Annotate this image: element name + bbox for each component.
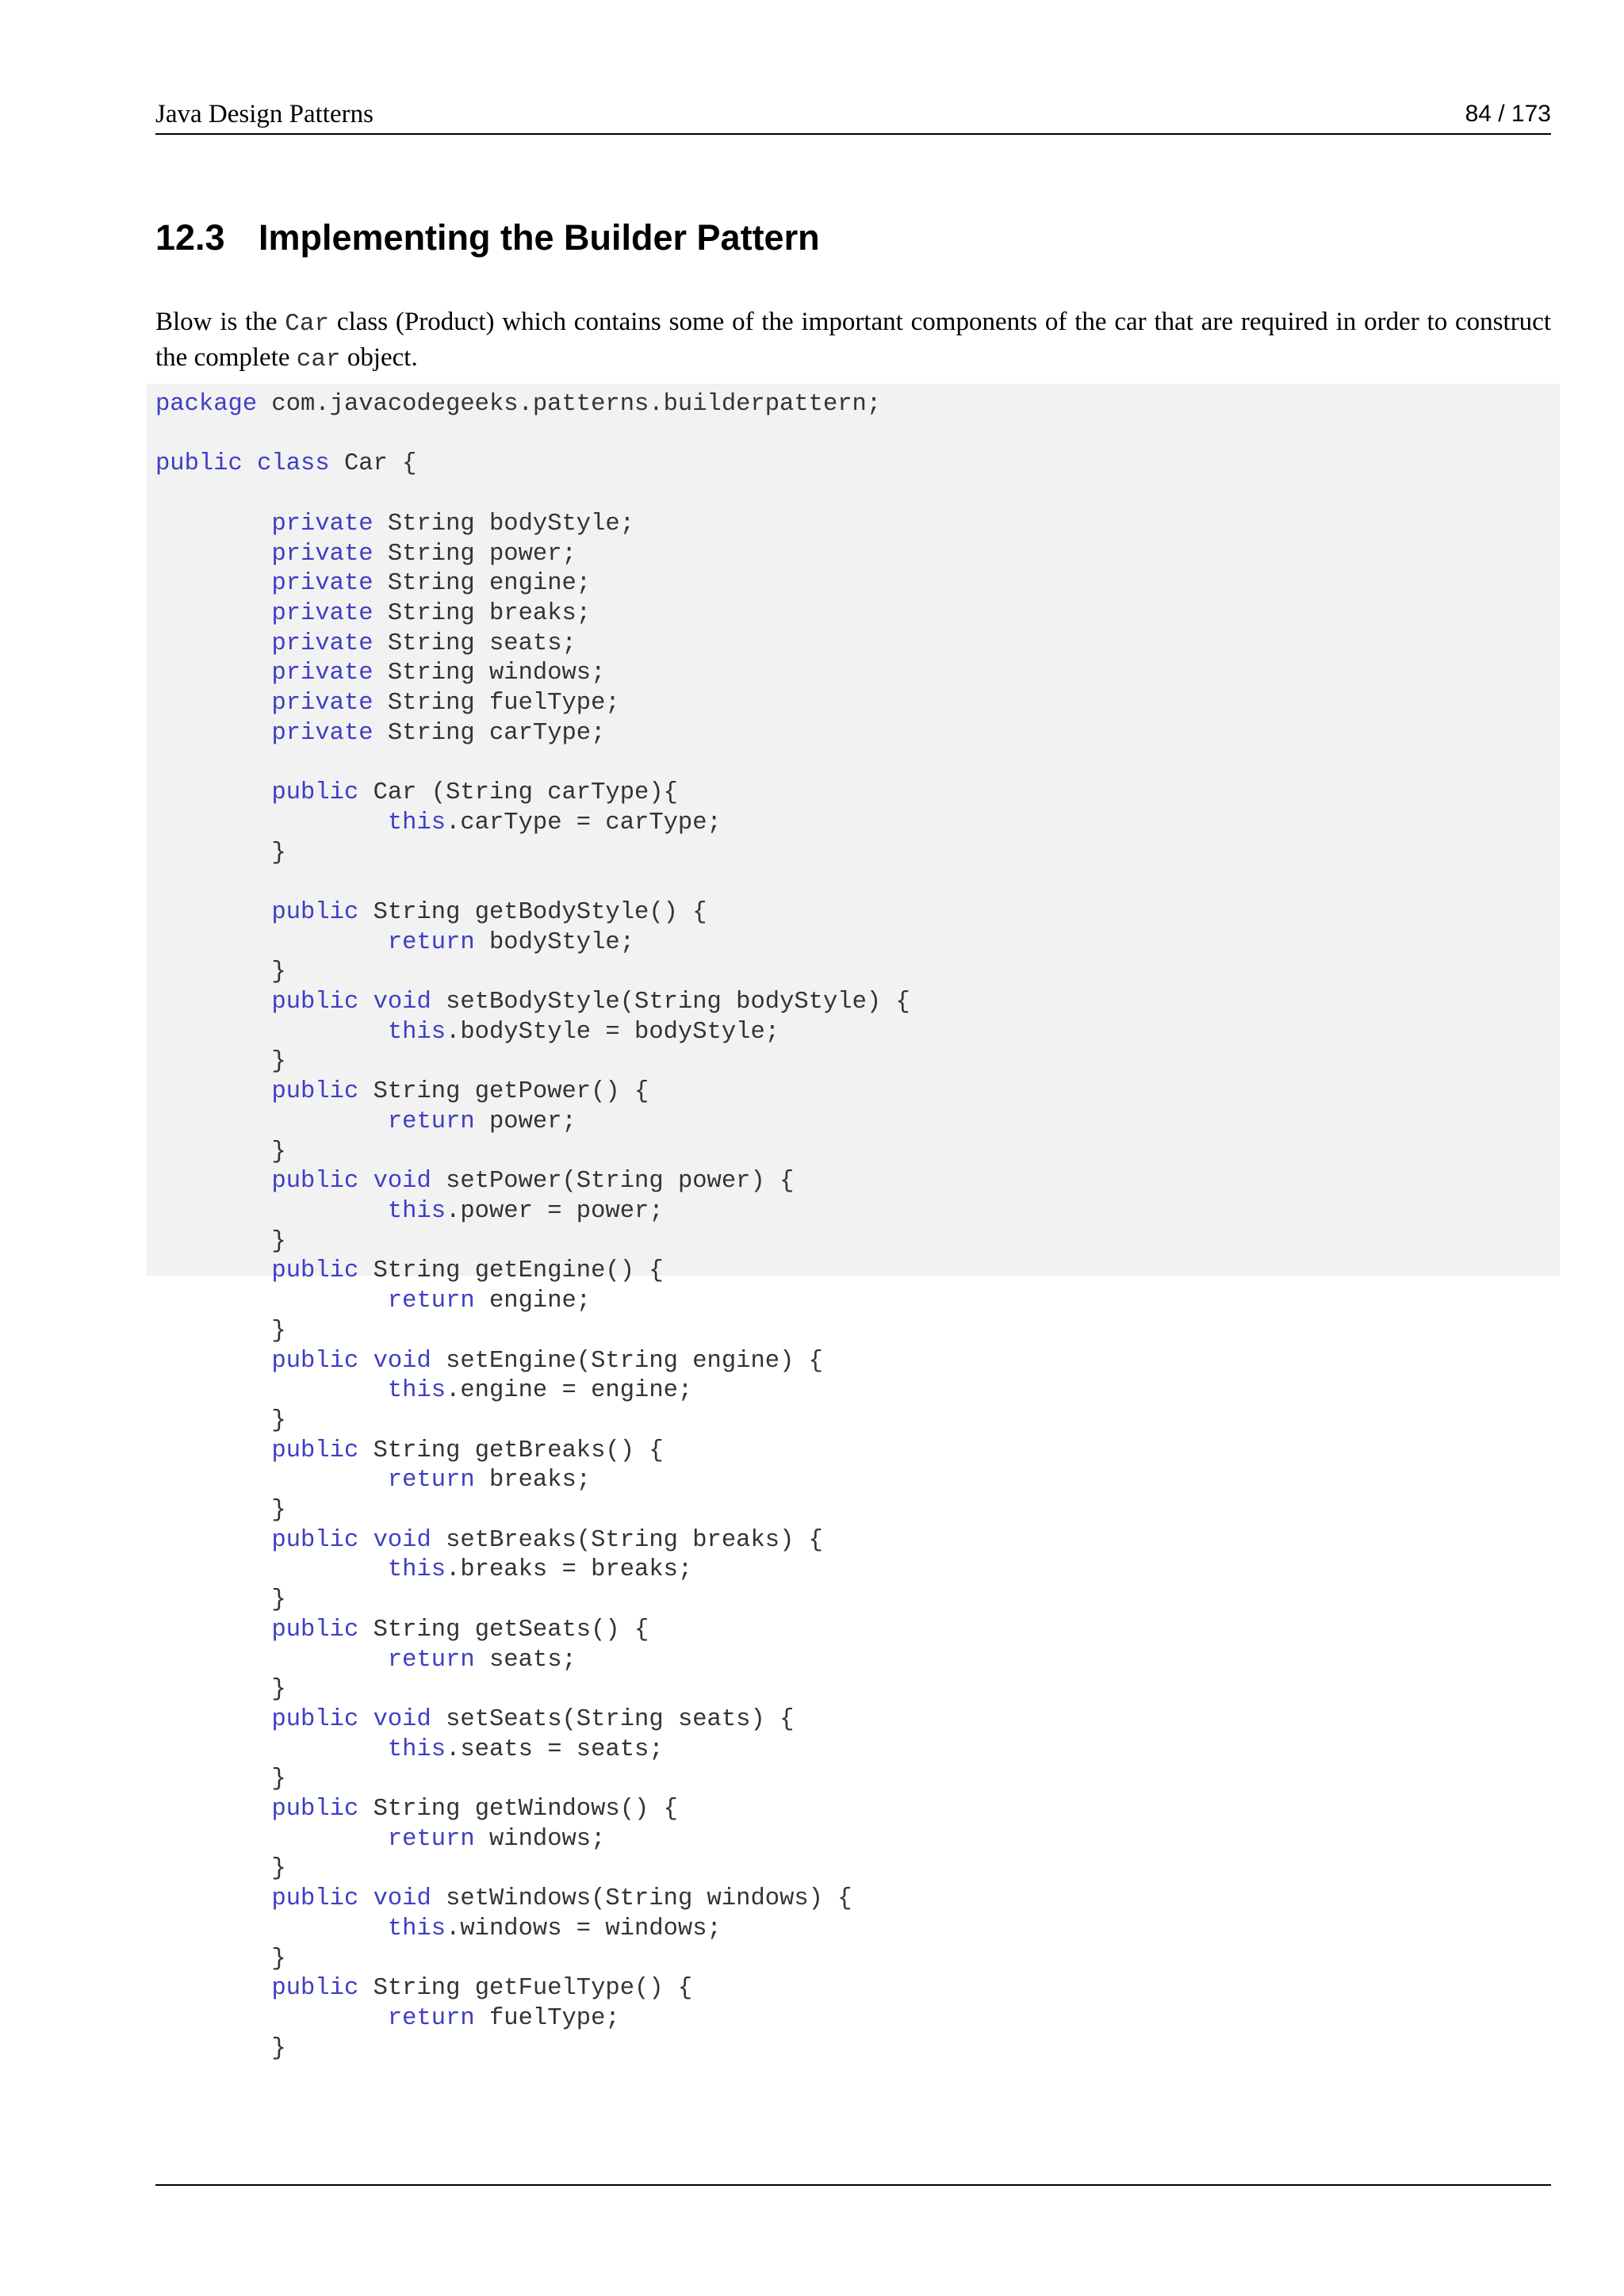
code-keyword: void (373, 1885, 431, 1913)
code-line: } (155, 1497, 286, 1525)
code-line: } (155, 1406, 286, 1434)
inline-code-car-class: Car (285, 310, 330, 338)
code-line: } (155, 1048, 286, 1076)
code-keyword: return (387, 1467, 475, 1494)
code-keyword: this (387, 809, 446, 836)
code-keyword: public (155, 450, 243, 478)
code-line: } (155, 1138, 286, 1165)
section-title: Implementing the Builder Pattern (259, 217, 820, 258)
code-line: package com.javacodegeeks.patterns.builderpattern; (155, 391, 882, 418)
page-number: 84 / 173 (1465, 101, 1551, 127)
intro-text-1: Blow is the (155, 308, 285, 336)
code-line: private String windows; (271, 660, 606, 687)
code-line: public void setPower(String power) { (271, 1168, 795, 1196)
code-line: private String carType; (271, 719, 606, 747)
code-keyword: private (271, 510, 373, 538)
code-line: } (155, 1227, 286, 1255)
code-keyword: private (271, 629, 373, 657)
intro-text-2: class (Product) which contains some of the important components of the car that are required in order to construct the complete (155, 308, 1551, 372)
code-line: public void setSeats(String seats) { (271, 1705, 795, 1733)
code-line: private String power; (271, 540, 576, 568)
section-number: 12.3 (155, 217, 225, 258)
code-line: } (155, 959, 286, 986)
code-keyword: void (373, 1168, 431, 1196)
code-keyword: public (271, 779, 359, 807)
code-line: public void setWindows(String windows) { (271, 1885, 852, 1913)
code-line: private String engine; (271, 570, 592, 598)
header-rule (155, 133, 1551, 135)
code-keyword: void (373, 989, 431, 1016)
code-line: return power; (387, 1108, 576, 1135)
code-line: this.seats = seats; (387, 1735, 664, 1763)
code-keyword: private (271, 599, 373, 627)
code-line: } (155, 1676, 286, 1704)
code-line: private String seats; (271, 629, 576, 657)
code-line: public class Car { (155, 450, 417, 478)
code-line: private String bodyStyle; (271, 510, 635, 538)
code-line: } (155, 2034, 286, 2062)
code-keyword: return (387, 1108, 475, 1135)
code-line: this.breaks = breaks; (387, 1556, 693, 1584)
code-line: return bodyStyle; (387, 928, 635, 956)
code-keyword: this (387, 1197, 446, 1225)
code-keyword: public (271, 1975, 359, 2003)
code-line: return engine; (387, 1288, 592, 1315)
code-line: public String getPower() { (271, 1078, 649, 1106)
code-keyword: public (271, 1437, 359, 1464)
inline-code-car-object: car (296, 346, 341, 373)
code-keyword: this (387, 1556, 446, 1584)
code-line: this.engine = engine; (387, 1377, 693, 1405)
code-line: public String getBodyStyle() { (271, 898, 707, 926)
code-keyword: this (387, 1915, 446, 1942)
code-keyword: public (271, 989, 359, 1016)
code-line: this.bodyStyle = bodyStyle; (387, 1018, 780, 1046)
code-keyword: public (271, 898, 359, 926)
code-line: return windows; (387, 1825, 606, 1853)
code-keyword: void (373, 1347, 431, 1375)
code-line: return breaks; (387, 1467, 592, 1494)
code-line: private String fuelType; (271, 690, 620, 718)
code-keyword: void (373, 1705, 431, 1733)
code-keyword: return (387, 1825, 475, 1853)
page-header (155, 98, 1551, 135)
code-line: public Car (String carType){ (271, 779, 678, 807)
code-keyword: private (271, 540, 373, 568)
code-line: } (155, 1945, 286, 1973)
code-keyword: private (271, 719, 373, 747)
code-line: public String getEngine() { (271, 1257, 664, 1285)
code-line: public String getSeats() { (271, 1616, 649, 1644)
code-keyword: public (271, 1078, 359, 1106)
code-line: public void setBreaks(String breaks) { (271, 1526, 823, 1554)
code-keyword: public (271, 1705, 359, 1733)
code-keyword: public (271, 1257, 359, 1285)
code-line: } (155, 1766, 286, 1793)
code-keyword: private (271, 570, 373, 598)
code-line: this.carType = carType; (387, 809, 722, 836)
code-keyword: return (387, 2004, 475, 2032)
code-keyword: public (271, 1796, 359, 1823)
code-keyword: private (271, 660, 373, 687)
code-keyword: public (271, 1885, 359, 1913)
code-keyword: public (271, 1526, 359, 1554)
code-keyword: void (373, 1526, 431, 1554)
footer-rule (155, 2184, 1551, 2186)
code-keyword: return (387, 1288, 475, 1315)
code-keyword: public (271, 1168, 359, 1196)
code-keyword: public (271, 1616, 359, 1644)
book-title: Java Design Patterns (155, 100, 373, 128)
code-line: public void setEngine(String engine) { (271, 1347, 823, 1375)
code-line: return seats; (387, 1646, 576, 1674)
code-line: } (155, 1855, 286, 1883)
code-line: public String getWindows() { (271, 1796, 678, 1823)
code-line: public void setBodyStyle(String bodyStyle) { (271, 989, 910, 1016)
code-block (155, 390, 910, 2064)
code-line: } (155, 1586, 286, 1614)
code-line: private String breaks; (271, 599, 592, 627)
code-line: this.windows = windows; (387, 1915, 722, 1942)
code-keyword: private (271, 690, 373, 718)
code-line: return fuelType; (387, 2004, 620, 2032)
code-line: } (155, 839, 286, 867)
code-line: public String getBreaks() { (271, 1437, 664, 1464)
code-keyword: return (387, 1646, 475, 1674)
code-keyword: public (271, 1347, 359, 1375)
code-keyword: class (257, 450, 330, 478)
code-keyword: package (155, 391, 258, 418)
intro-text-3: object. (340, 343, 418, 372)
section-heading (155, 216, 820, 260)
code-line: } (155, 1317, 286, 1345)
code-line: this.power = power; (387, 1197, 664, 1225)
code-keyword: return (387, 928, 475, 956)
intro-paragraph (155, 305, 1551, 377)
code-keyword: this (387, 1018, 446, 1046)
code-line: public String getFuelType() { (271, 1975, 693, 2003)
code-keyword: this (387, 1377, 446, 1405)
code-keyword: this (387, 1735, 446, 1763)
